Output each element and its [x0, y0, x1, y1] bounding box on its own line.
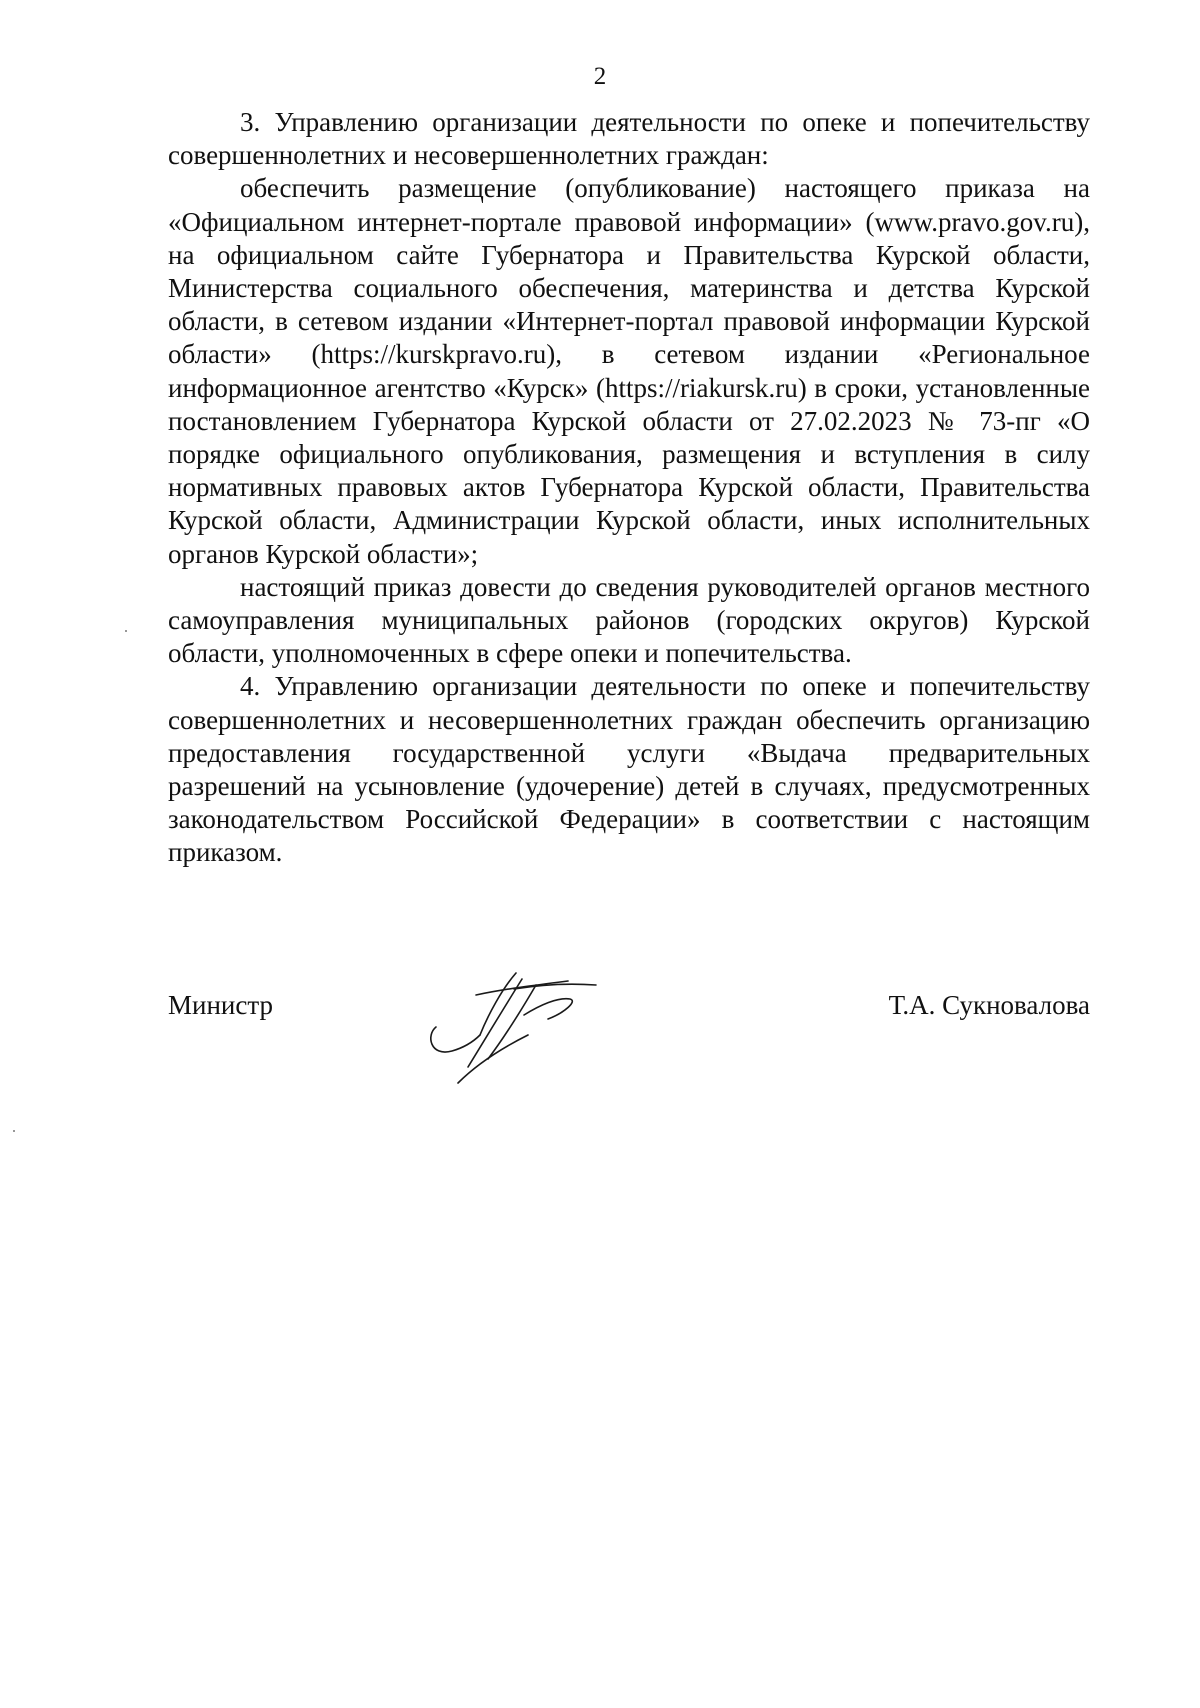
signatory-name: Т.А. Сукновалова [888, 990, 1090, 1020]
document-body [168, 106, 1090, 870]
paragraph-item-3: 3. Управлению организации деятельности по опеке и попечительству совершеннолетних и несовершеннолетних граждан: [168, 107, 1090, 171]
scan-speck [13, 1130, 15, 1132]
paragraph-notification: настоящий приказ довести до сведения руководителей органов местного самоуправления муниципальных районов (городских округов) Курской области, уполномоченных в сфере опеки и попечительства. [168, 571, 1090, 669]
scan-speck [125, 630, 127, 632]
paragraph-item-4: 4. Управлению организации деятельности по опеке и попечительству совершеннолетних и несовершеннолетних граждан обеспечить организацию предоставления государственной услуги «Выдача предварительных разрешений на усыновление (удочерение) детей в случаях, предусмотренных законодательством Российской Федерации» в соответствии с настоящим приказом. [168, 671, 1090, 868]
signature-block [168, 955, 1090, 1105]
signatory-title: Министр [168, 990, 273, 1020]
handwritten-signature [418, 955, 618, 1085]
paragraph-publication: обеспечить размещение (опубликование) настоящего приказа на «Официальном интернет-портале правовой информации» (www.pravo.gov.ru), на официальном сайте Губернатора и Правительства Курской области, Министерства социального обеспечения, материнства и детства Курской области, в сетевом издании «Интернет-портал правовой информации Курской области» (https://kurskpravo.ru), в сетевом издании «Региональное информационное агентство «Курск» (https://riakursk.ru) в сроки, установленные постановлением Губернатора Курской области от 27.02.2023 № 73-пг «О порядке официального опубликования, размещения и вступления в силу нормативных правовых актов Губернатора Курской области, Правительства Курской области, Администрации Курской области, иных исполнительных органов Курской области»; [168, 173, 1090, 569]
page-number: 2 [593, 63, 607, 90]
